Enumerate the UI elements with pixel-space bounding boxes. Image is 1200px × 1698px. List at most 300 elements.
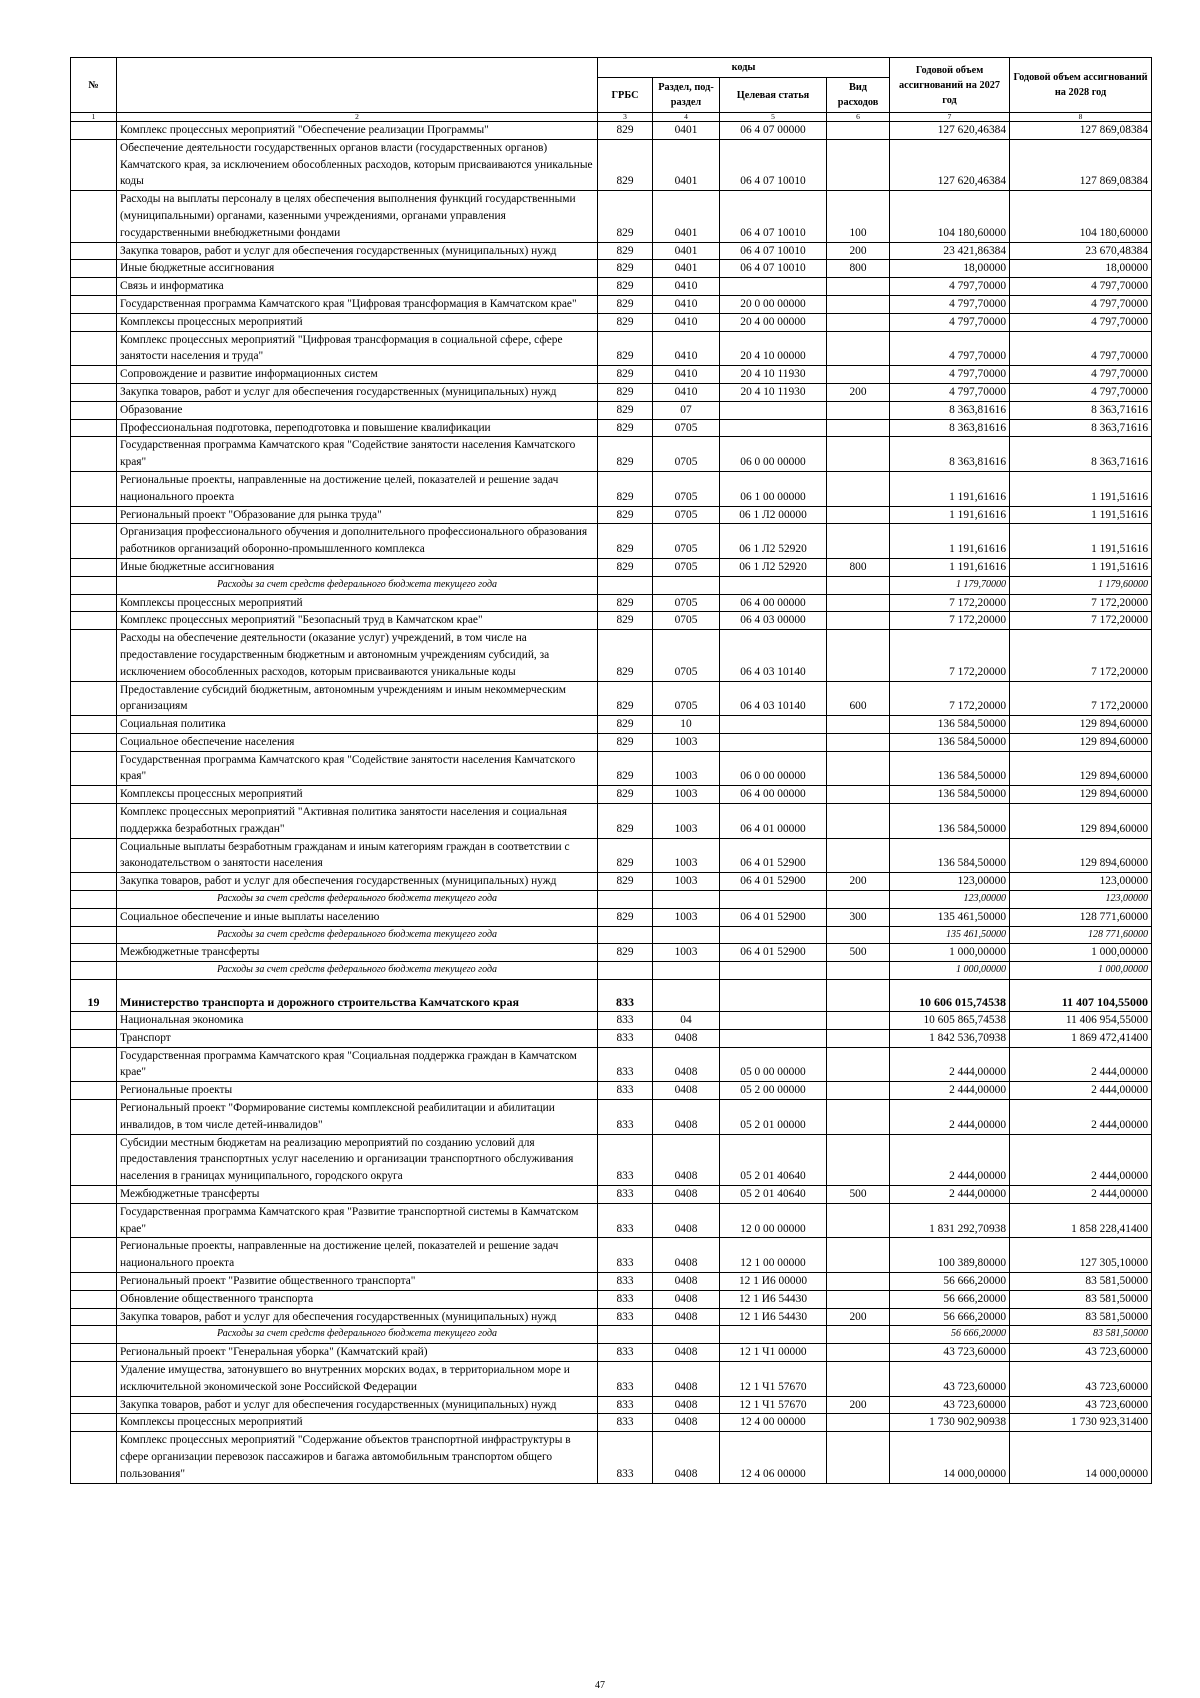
amount-2028: 7 172,20000 (1010, 594, 1152, 612)
code-grbs-cell (598, 962, 653, 980)
code-kind (827, 980, 890, 1012)
row-name: Комплекс процессных мероприятий "Активная политика занятости населения и социальная поддержка безработных граждан" (117, 804, 598, 839)
row-name: Закупка товаров, работ и услуг для обеспечения государственных (муниципальных) нужд (117, 1308, 598, 1326)
code-kind (827, 1432, 890, 1483)
row-num-cell (71, 1344, 117, 1362)
code-target: 12 4 06 00000 (720, 1432, 827, 1483)
code-target: 12 1 Ч1 00000 (720, 1344, 827, 1362)
code-target: 06 4 07 10010 (720, 191, 827, 242)
amount-2027: 1 191,61616 (890, 524, 1010, 559)
amount-2027: 23 421,86384 (890, 242, 1010, 260)
row-name: Межбюджетные трансферты (117, 1186, 598, 1204)
code-section: 0401 (653, 242, 720, 260)
code-grbs: 833 (598, 1012, 653, 1030)
code-section: 0408 (653, 1134, 720, 1185)
code-target-cell (720, 962, 827, 980)
amount-2027: 7 172,20000 (890, 681, 1010, 716)
code-grbs: 833 (598, 1082, 653, 1100)
colnum-3: 3 (598, 113, 653, 122)
amount-2027: 2 444,00000 (890, 1100, 1010, 1135)
amount-2028: 83 581,50000 (1010, 1326, 1152, 1344)
amount-2028: 4 797,70000 (1010, 278, 1152, 296)
code-kind: 200 (827, 873, 890, 891)
table-row (71, 1082, 1152, 1100)
row-num-cell (71, 804, 117, 839)
amount-2027: 135 461,50000 (890, 908, 1010, 926)
table-row (71, 908, 1152, 926)
amount-2028: 2 444,00000 (1010, 1082, 1152, 1100)
amount-2027: 136 584,50000 (890, 751, 1010, 786)
row-name: Комплексы процессных мероприятий (117, 786, 598, 804)
colnum-1: 1 (71, 113, 117, 122)
code-kind: 300 (827, 908, 890, 926)
code-target: 06 1 00 00000 (720, 471, 827, 506)
code-target: 05 2 01 40640 (720, 1186, 827, 1204)
row-num-cell (71, 1308, 117, 1326)
row-name: Закупка товаров, работ и услуг для обеспечения государственных (муниципальных) нужд (117, 873, 598, 891)
row-name: Закупка товаров, работ и услуг для обеспечения государственных (муниципальных) нужд (117, 383, 598, 401)
code-target: 06 4 03 00000 (720, 612, 827, 630)
row-num-cell (71, 506, 117, 524)
row-name: Региональный проект "Развитие общественного транспорта" (117, 1273, 598, 1291)
amount-2028: 43 723,60000 (1010, 1344, 1152, 1362)
table-row (71, 1012, 1152, 1030)
amount-2028: 123,00000 (1010, 873, 1152, 891)
amount-2027: 4 797,70000 (890, 383, 1010, 401)
row-name: Удаление имущества, затонувшего во внутренних морских водах, в территориальном море и исключительной экономической зоне Российской Федерации (117, 1361, 598, 1396)
row-name: Межбюджетные трансферты (117, 944, 598, 962)
code-section-cell (653, 962, 720, 980)
row-num-cell (71, 1029, 117, 1047)
colnum-5: 5 (720, 113, 827, 122)
page-number: 47 (595, 1680, 605, 1691)
code-target (720, 278, 827, 296)
amount-2027: 8 363,81616 (890, 437, 1010, 472)
amount-2028: 2 444,00000 (1010, 1047, 1152, 1082)
code-target: 06 4 01 00000 (720, 804, 827, 839)
table-row (71, 838, 1152, 873)
amount-2028: 4 797,70000 (1010, 331, 1152, 366)
code-target: 20 4 10 11930 (720, 383, 827, 401)
amount-2027: 4 797,70000 (890, 331, 1010, 366)
code-grbs: 833 (598, 1203, 653, 1238)
row-name: Социальные выплаты безработным гражданам и иным категориям граждан в соответствии с законодательством о занятости населения (117, 838, 598, 873)
row-name: Комплекс процессных мероприятий "Обеспечение реализации Программы" (117, 122, 598, 140)
row-name: Сопровождение и развитие информационных систем (117, 366, 598, 384)
row-name: Обеспечение деятельности государственных органов власти (государственных органов) Камчатского края, за исключением обособленных расходов, которым присваиваются уникальные коды (117, 139, 598, 190)
row-name: Профессиональная подготовка, переподготовка и повышение квалификации (117, 419, 598, 437)
header-kind: Вид расходов (827, 78, 890, 113)
code-target: 06 4 01 52900 (720, 838, 827, 873)
amount-2028: 129 894,60000 (1010, 716, 1152, 734)
code-target: 20 4 10 11930 (720, 366, 827, 384)
code-grbs: 833 (598, 1344, 653, 1362)
amount-2028: 83 581,50000 (1010, 1308, 1152, 1326)
amount-2027: 136 584,50000 (890, 786, 1010, 804)
code-section: 0408 (653, 1290, 720, 1308)
code-target: 06 4 01 52900 (720, 944, 827, 962)
amount-2027: 1 842 536,70938 (890, 1029, 1010, 1047)
code-section: 0408 (653, 1082, 720, 1100)
amount-2027: 136 584,50000 (890, 838, 1010, 873)
code-grbs: 833 (598, 1134, 653, 1185)
amount-2028: 127 869,08384 (1010, 122, 1152, 140)
row-num-cell (71, 1186, 117, 1204)
row-name: Образование (117, 401, 598, 419)
amount-2028: 8 363,71616 (1010, 401, 1152, 419)
row-num-cell (71, 366, 117, 384)
amount-2027: 10 605 865,74538 (890, 1012, 1010, 1030)
row-name: Региональные проекты (117, 1082, 598, 1100)
code-target (720, 980, 827, 1012)
row-num-cell (71, 139, 117, 190)
amount-2027: 43 723,60000 (890, 1361, 1010, 1396)
amount-2028: 104 180,60000 (1010, 191, 1152, 242)
code-section: 0408 (653, 1047, 720, 1082)
code-grbs: 829 (598, 944, 653, 962)
table-row (71, 295, 1152, 313)
amount-2028: 14 000,00000 (1010, 1432, 1152, 1483)
table-row (71, 260, 1152, 278)
row-name: Закупка товаров, работ и услуг для обеспечения государственных (муниципальных) нужд (117, 1396, 598, 1414)
amount-2027: 136 584,50000 (890, 716, 1010, 734)
code-kind (827, 419, 890, 437)
code-kind (827, 804, 890, 839)
code-kind (827, 506, 890, 524)
row-name: Национальная экономика (117, 1012, 598, 1030)
table-row (71, 1186, 1152, 1204)
code-kind (827, 1134, 890, 1185)
row-name: Расходы на обеспечение деятельности (оказание услуг) учреждений, в том числе на предоставление государственным бюджетным и автономным учреждениям субсидий, за исключением обособленных расходов, которым присваиваются уникальные коды (117, 630, 598, 681)
federal-budget-note-row (71, 1326, 1152, 1344)
amount-2028: 1 191,51616 (1010, 558, 1152, 576)
code-target: 06 4 00 00000 (720, 786, 827, 804)
code-section: 1003 (653, 804, 720, 839)
row-num-cell (71, 944, 117, 962)
code-grbs: 833 (598, 1238, 653, 1273)
row-name: Транспорт (117, 1029, 598, 1047)
code-target: 12 1 00 00000 (720, 1238, 827, 1273)
note-label: Расходы за счет средств федерального бюджета текущего года (117, 1326, 598, 1344)
code-target-cell (720, 891, 827, 909)
row-num-cell (71, 838, 117, 873)
table-row (71, 524, 1152, 559)
row-name: Предоставление субсидий бюджетным, автономным учреждениям и иным некоммерческим организациям (117, 681, 598, 716)
code-grbs: 829 (598, 751, 653, 786)
code-section: 0705 (653, 681, 720, 716)
code-grbs: 829 (598, 558, 653, 576)
code-section: 04 (653, 1012, 720, 1030)
table-row (71, 1203, 1152, 1238)
code-kind (827, 612, 890, 630)
table-row (71, 313, 1152, 331)
code-grbs: 829 (598, 313, 653, 331)
code-target: 12 1 Ч1 57670 (720, 1361, 827, 1396)
amount-2028: 8 363,71616 (1010, 419, 1152, 437)
code-section-cell (653, 926, 720, 944)
header-2027: Годовой объем ассигнований на 2027 год (890, 58, 1010, 113)
code-target: 05 2 00 00000 (720, 1082, 827, 1100)
code-section: 0408 (653, 1029, 720, 1047)
code-grbs: 833 (598, 1290, 653, 1308)
colnum-8: 8 (1010, 113, 1152, 122)
code-section-cell (653, 1326, 720, 1344)
code-target-cell (720, 926, 827, 944)
code-kind (827, 1273, 890, 1291)
code-kind (827, 122, 890, 140)
code-section: 0408 (653, 1308, 720, 1326)
amount-2028: 8 363,71616 (1010, 437, 1152, 472)
code-target: 05 2 01 00000 (720, 1100, 827, 1135)
amount-2028: 129 894,60000 (1010, 786, 1152, 804)
code-kind (827, 1047, 890, 1082)
row-num-cell (71, 524, 117, 559)
colnum-7: 7 (890, 113, 1010, 122)
row-num-cell (71, 1432, 117, 1483)
code-target (720, 1012, 827, 1030)
amount-2028: 1 191,51616 (1010, 524, 1152, 559)
code-section: 1003 (653, 751, 720, 786)
code-target-cell (720, 576, 827, 594)
amount-2028: 129 894,60000 (1010, 733, 1152, 751)
table-row (71, 1361, 1152, 1396)
code-kind (827, 1290, 890, 1308)
table-row (71, 733, 1152, 751)
code-section: 0410 (653, 313, 720, 331)
code-section: 1003 (653, 908, 720, 926)
code-target: 12 1 И6 00000 (720, 1273, 827, 1291)
table-row (71, 1273, 1152, 1291)
code-section: 0408 (653, 1414, 720, 1432)
row-num-cell (71, 471, 117, 506)
table-row (71, 873, 1152, 891)
code-section: 0410 (653, 278, 720, 296)
code-grbs: 833 (598, 1047, 653, 1082)
amount-2028: 129 894,60000 (1010, 804, 1152, 839)
amount-2027: 4 797,70000 (890, 278, 1010, 296)
row-num-cell (71, 242, 117, 260)
row-num-cell (71, 1082, 117, 1100)
row-num-cell (71, 558, 117, 576)
ministry-row (71, 980, 1152, 1012)
row-num-cell (71, 1047, 117, 1082)
amount-2027: 56 666,20000 (890, 1273, 1010, 1291)
amount-2027: 43 723,60000 (890, 1344, 1010, 1362)
budget-table (70, 57, 1152, 1484)
row-num-cell (71, 962, 117, 980)
code-kind (827, 524, 890, 559)
row-num-cell (71, 191, 117, 242)
code-grbs: 829 (598, 437, 653, 472)
row-num-cell (71, 873, 117, 891)
code-grbs: 833 (598, 1414, 653, 1432)
amount-2027: 43 723,60000 (890, 1396, 1010, 1414)
federal-budget-note-row (71, 926, 1152, 944)
table-row (71, 681, 1152, 716)
code-section: 1003 (653, 873, 720, 891)
code-target-cell (720, 1326, 827, 1344)
federal-budget-note-row (71, 891, 1152, 909)
code-section: 0408 (653, 1203, 720, 1238)
code-kind (827, 313, 890, 331)
code-target (720, 733, 827, 751)
amount-2027: 56 666,20000 (890, 1326, 1010, 1344)
header-name (117, 58, 598, 113)
header-2028: Годовой объем ассигнований на 2028 год (1010, 58, 1152, 113)
code-kind (827, 1029, 890, 1047)
code-section: 1003 (653, 786, 720, 804)
row-num-cell (71, 612, 117, 630)
amount-2027: 7 172,20000 (890, 630, 1010, 681)
table-row (71, 630, 1152, 681)
amount-2028: 127 869,08384 (1010, 139, 1152, 190)
row-num-cell (71, 594, 117, 612)
code-section-cell (653, 576, 720, 594)
row-name: Субсидии местным бюджетам на реализацию мероприятий по созданию условий для предоставления транспортных услуг населению и организации транспортного обслуживания населения в границах муниципального, городского округа (117, 1134, 598, 1185)
code-section: 1003 (653, 733, 720, 751)
row-name: Связь и информатика (117, 278, 598, 296)
code-kind-cell (827, 891, 890, 909)
table-row (71, 1134, 1152, 1185)
table-row (71, 471, 1152, 506)
amount-2028: 123,00000 (1010, 891, 1152, 909)
code-kind (827, 733, 890, 751)
amount-2027: 56 666,20000 (890, 1308, 1010, 1326)
code-target: 06 4 01 52900 (720, 873, 827, 891)
code-grbs: 829 (598, 681, 653, 716)
code-grbs: 829 (598, 401, 653, 419)
code-section: 0705 (653, 524, 720, 559)
amount-2028: 83 581,50000 (1010, 1273, 1152, 1291)
code-kind (827, 1082, 890, 1100)
amount-2028: 4 797,70000 (1010, 366, 1152, 384)
code-kind (827, 295, 890, 313)
table-row (71, 594, 1152, 612)
code-section: 0401 (653, 122, 720, 140)
code-grbs: 833 (598, 1186, 653, 1204)
row-name: Комплексы процессных мероприятий (117, 594, 598, 612)
amount-2027: 8 363,81616 (890, 419, 1010, 437)
column-number-row (71, 113, 1152, 122)
code-grbs: 829 (598, 242, 653, 260)
amount-2027: 1 730 902,90938 (890, 1414, 1010, 1432)
code-section: 0705 (653, 558, 720, 576)
table-row (71, 716, 1152, 734)
code-grbs: 833 (598, 1029, 653, 1047)
code-section: 0401 (653, 191, 720, 242)
code-target: 06 4 07 10010 (720, 260, 827, 278)
code-section: 0408 (653, 1396, 720, 1414)
federal-budget-note-row (71, 962, 1152, 980)
table-row (71, 383, 1152, 401)
code-grbs: 829 (598, 260, 653, 278)
amount-2028: 1 179,60000 (1010, 576, 1152, 594)
amount-2028: 2 444,00000 (1010, 1186, 1152, 1204)
code-section: 0705 (653, 612, 720, 630)
row-num-cell (71, 278, 117, 296)
code-grbs: 829 (598, 471, 653, 506)
table-row (71, 804, 1152, 839)
code-section: 0410 (653, 383, 720, 401)
amount-2028: 128 771,60000 (1010, 908, 1152, 926)
code-target (720, 1029, 827, 1047)
code-grbs: 833 (598, 1308, 653, 1326)
code-grbs: 833 (598, 1273, 653, 1291)
table-row (71, 366, 1152, 384)
table-row (71, 1344, 1152, 1362)
code-kind: 800 (827, 260, 890, 278)
code-target: 20 4 10 00000 (720, 331, 827, 366)
amount-2027: 1 191,61616 (890, 506, 1010, 524)
table-body (71, 122, 1152, 1484)
colnum-6: 6 (827, 113, 890, 122)
code-kind (827, 139, 890, 190)
amount-2027: 127 620,46384 (890, 122, 1010, 140)
code-target: 06 4 07 10010 (720, 139, 827, 190)
code-kind (827, 471, 890, 506)
code-target: 06 0 00 00000 (720, 751, 827, 786)
amount-2027: 8 363,81616 (890, 401, 1010, 419)
code-grbs: 829 (598, 191, 653, 242)
code-kind (827, 1203, 890, 1238)
code-kind (827, 594, 890, 612)
table-row (71, 437, 1152, 472)
amount-2028: 1 000,00000 (1010, 962, 1152, 980)
table-row (71, 242, 1152, 260)
code-grbs-cell (598, 926, 653, 944)
amount-2028: 1 000,00000 (1010, 944, 1152, 962)
amount-2027: 123,00000 (890, 873, 1010, 891)
header-section: Раздел, под-раздел (653, 78, 720, 113)
row-name: Комплекс процессных мероприятий "Содержание объектов транспортной инфраструктуры в сфере организации перевозок пассажиров и багажа автомобильным транспортом общего пользования" (117, 1432, 598, 1483)
amount-2027: 1 000,00000 (890, 962, 1010, 980)
row-num-cell (71, 751, 117, 786)
code-target: 06 0 00 00000 (720, 437, 827, 472)
code-section: 1003 (653, 944, 720, 962)
amount-2027: 56 666,20000 (890, 1290, 1010, 1308)
amount-2028: 4 797,70000 (1010, 383, 1152, 401)
table-row (71, 1047, 1152, 1082)
table-row (71, 612, 1152, 630)
code-grbs: 829 (598, 716, 653, 734)
row-name: Государственная программа Камчатского края "Социальная поддержка граждан в Камчатском крае" (117, 1047, 598, 1082)
code-kind (827, 437, 890, 472)
code-grbs: 829 (598, 838, 653, 873)
code-target: 06 1 Л2 52920 (720, 524, 827, 559)
code-grbs: 829 (598, 278, 653, 296)
code-target: 05 0 00 00000 (720, 1047, 827, 1082)
code-target (720, 419, 827, 437)
code-grbs: 829 (598, 873, 653, 891)
amount-2027: 135 461,50000 (890, 926, 1010, 944)
amount-2027: 1 179,70000 (890, 576, 1010, 594)
row-name: Государственная программа Камчатского края "Содействие занятости населения Камчатского края" (117, 437, 598, 472)
amount-2027: 1 831 292,70938 (890, 1203, 1010, 1238)
code-grbs: 829 (598, 139, 653, 190)
amount-2027: 100 389,80000 (890, 1238, 1010, 1273)
code-grbs: 829 (598, 366, 653, 384)
code-kind: 200 (827, 1308, 890, 1326)
amount-2027: 123,00000 (890, 891, 1010, 909)
row-name: Региональные проекты, направленные на достижение целей, показателей и решение задач национального проекта (117, 1238, 598, 1273)
code-target: 12 4 00 00000 (720, 1414, 827, 1432)
amount-2028: 83 581,50000 (1010, 1290, 1152, 1308)
code-grbs: 829 (598, 786, 653, 804)
row-num-cell (71, 891, 117, 909)
amount-2027: 18,00000 (890, 260, 1010, 278)
code-kind (827, 751, 890, 786)
code-grbs: 829 (598, 524, 653, 559)
